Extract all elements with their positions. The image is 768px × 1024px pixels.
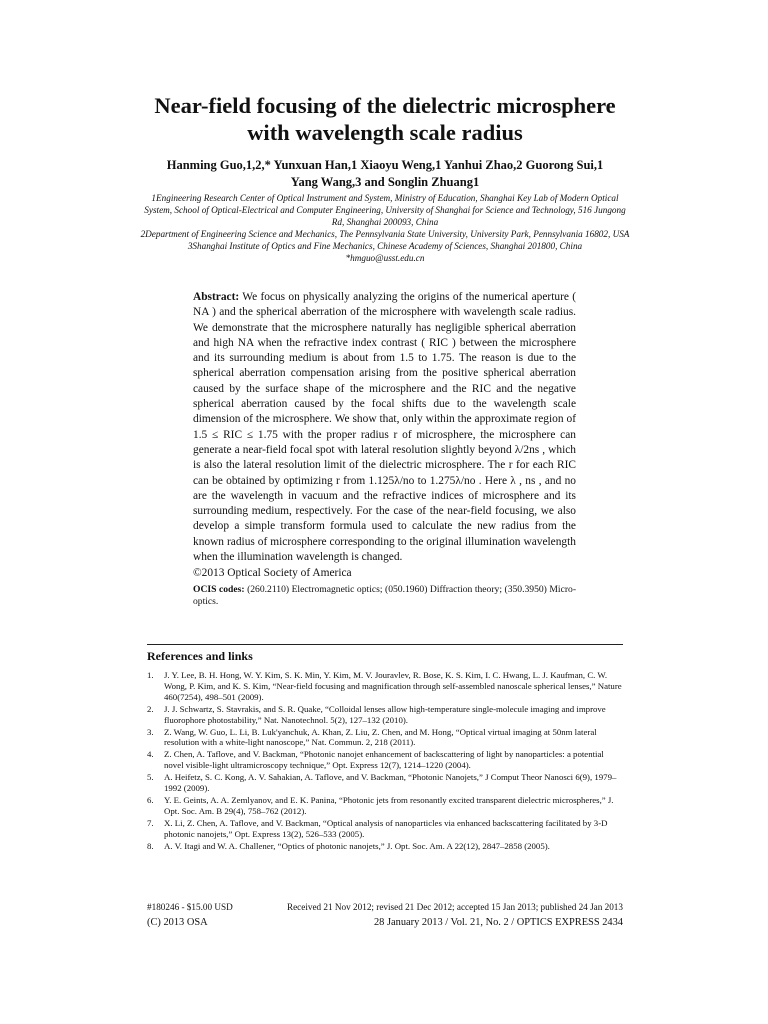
title-line: with wavelength scale radius (247, 120, 523, 145)
ocis-codes (193, 584, 576, 609)
reference-item (147, 749, 623, 771)
reference-number: 2. (147, 703, 154, 714)
article-price: #180246 - $15.00 USD (147, 902, 233, 912)
ocis-label: OCIS codes: (193, 583, 245, 595)
contact-email[interactable]: *hmguo@usst.edu.cn (345, 253, 425, 263)
reference-text: X. Li, Z. Chen, A. Taflove, and V. Backman, “Optical analysis of nanoparticles via enhanced backscattering facilitated by 3-D photonic nanojets,” Opt. Express 13(2), 526–533 (2005). (164, 817, 608, 839)
footer-copyright: (C) 2013 OSA (147, 917, 208, 928)
reference-text: A. Heifetz, S. C. Kong, A. V. Sahakian, A. Taflove, and V. Backman, “Photonic Nanojets,” J Comput Theor Nanosci 6(9), 1979–1992 (2009). (164, 772, 617, 794)
reference-number: 5. (147, 772, 154, 783)
reference-number: 3. (147, 726, 154, 737)
abstract-section (193, 290, 576, 609)
reference-number: 6. (147, 794, 154, 805)
reference-item (147, 772, 623, 794)
reference-item (147, 670, 623, 703)
footer-bottom (147, 917, 623, 928)
reference-text: J. Y. Lee, B. H. Hong, W. Y. Kim, S. K. Min, Y. Kim, M. V. Jouravlev, R. Bose, K. S. Kim, I. C. Hwang, L. J. Kaufman, C. W. Wong, P. Kim, and K. S. Kim, “Near-field focusing and magnification through self-assembled nanoscale spherical lenses,” Nature 460(7254), 498–501 (2009). (164, 670, 622, 702)
reference-text: Y. E. Geints, A. A. Zemlyanov, and E. K. Panina, “Photonic jets from resonantly excited transparent dielectric microspheres,” J. Opt. Soc. Am. B 29(4), 758–762 (2012). (164, 794, 614, 816)
paper-title (110, 92, 660, 146)
references-heading: References and links (147, 649, 253, 663)
journal-citation: 28 January 2013 / Vol. 21, No. 2 / OPTICS EXPRESS 2434 (373, 917, 623, 928)
reference-text: Z. Chen, A. Taflove, and V. Backman, “Photonic nanojet enhancement of backscattering of light by nanoparticles: a potential novel visible-light ultramicroscopy technique,” Opt. Express 12(7), 1214–1220 (2004). (164, 749, 604, 771)
ocis-text: (260.2110) Electromagnetic optics; (050.1960) Diffraction theory; (350.3950) Micro-optics. (193, 583, 577, 608)
abstract-body (193, 290, 576, 565)
reference-item (147, 841, 623, 852)
reference-item (147, 818, 623, 840)
reference-text: Z. Wang, W. Guo, L. Li, B. Luk'yanchuk, A. Khan, Z. Liu, Z. Chen, and M. Hong, “Optical virtual imaging at 50nm lateral resolution with a white-light nanoscope,” Nat. Commun. 2, 218 (2011). (164, 726, 597, 748)
author-line: Yang Wang,3 and Songlin Zhuang1 (290, 175, 480, 189)
footer-top (147, 902, 623, 912)
reference-text: J. J. Schwartz, S. Stavrakis, and S. R. Quake, “Colloidal lenses allow high-temperature single-molecule imaging and improve fluorophore photostability,” Nat. Nanotechnol. 5(2), 127–132 (2010). (164, 703, 606, 725)
reference-number: 7. (147, 817, 154, 828)
reference-item (147, 704, 623, 726)
reference-text: A. V. Itagi and W. A. Challener, “Optics of photonic nanojets,” J. Opt. Soc. Am. A 22(12), 2847–2858 (2005). (164, 840, 550, 851)
affiliation: 3Shanghai Institute of Optics and Fine Mechanics, Chinese Academy of Sciences, Shanghai 201800, China (187, 241, 583, 251)
reference-number: 8. (147, 840, 154, 851)
reference-item (147, 727, 623, 749)
affiliation: 2Department of Engineering Science and Mechanics, The Pennsylvania State University, University Park, Pennsylvania 16802, USA (140, 229, 630, 239)
copyright-notice: ©2013 Optical Society of America (193, 567, 352, 580)
author-line: Hanming Guo,1,2,* Yunxuan Han,1 Xiaoyu Weng,1 Yanhui Zhao,2 Guorong Sui,1 (166, 158, 604, 172)
abstract-label: Abstract: (193, 291, 240, 303)
title-line: Near-field focusing of the dielectric microsphere (154, 93, 616, 118)
affiliations (140, 192, 630, 264)
reference-number: 4. (147, 749, 154, 760)
publication-history: Received 21 Nov 2012; revised 21 Dec 2012; accepted 15 Jan 2013; published 24 Jan 2013 (286, 902, 623, 912)
abstract-text: We focus on physically analyzing the origins of the numerical aperture ( NA ) and the spherical aberration of the microsphere with wavelength scale radius. We demonstrate that the microsphere naturally has negligible spherical aberration and high NA when the refractive index contrast ( RIC ) between the microsphere and its surrounding medium is about from 1.5 to 1.75. The reason is due to the spherical aberration compensation arising from the positive spherical aberration caused by the surface shape of the microsphere and the RIC and the negative spherical aberration caused by the focal shifts due to the wavelength scale dimension of the microsphere. We show that, only within the approximate region of 1.5 ≤ RIC ≤ 1.75 with the proper radius r of microsphere, the microsphere can generate a near-field focal spot with lateral resolution slightly beyond λ/2ns , which is also the lateral resolution limit of the dielectric microsphere. The r for each RIC can be obtained by optimizing r from 1.125λ/no to 1.275λ/no . Here λ , ns , and no are the wavelength in vacuum and the refractive indices of microsphere and its surrounding medium, respectively. For the case of the near-field focusing, we also develop a simple transform formula used to calculate the new radius from the known radius of microsphere corresponding to the original illumination wavelength when the illumination wavelength is changed. (193, 291, 576, 564)
author-list (120, 157, 650, 191)
reference-number: 1. (147, 670, 154, 680)
section-divider (147, 644, 623, 645)
affiliation: 1Engineering Research Center of Optical Instrument and System, Ministry of Education, Shanghai Key Lab of Modern Optical System, School of Optical-Electrical and Computer Engineering, University of Shanghai for Science and Technology, 516 Jungong Rd, Shanghai 200093, China (144, 193, 626, 227)
reference-item (147, 795, 623, 817)
reference-list (147, 670, 623, 853)
